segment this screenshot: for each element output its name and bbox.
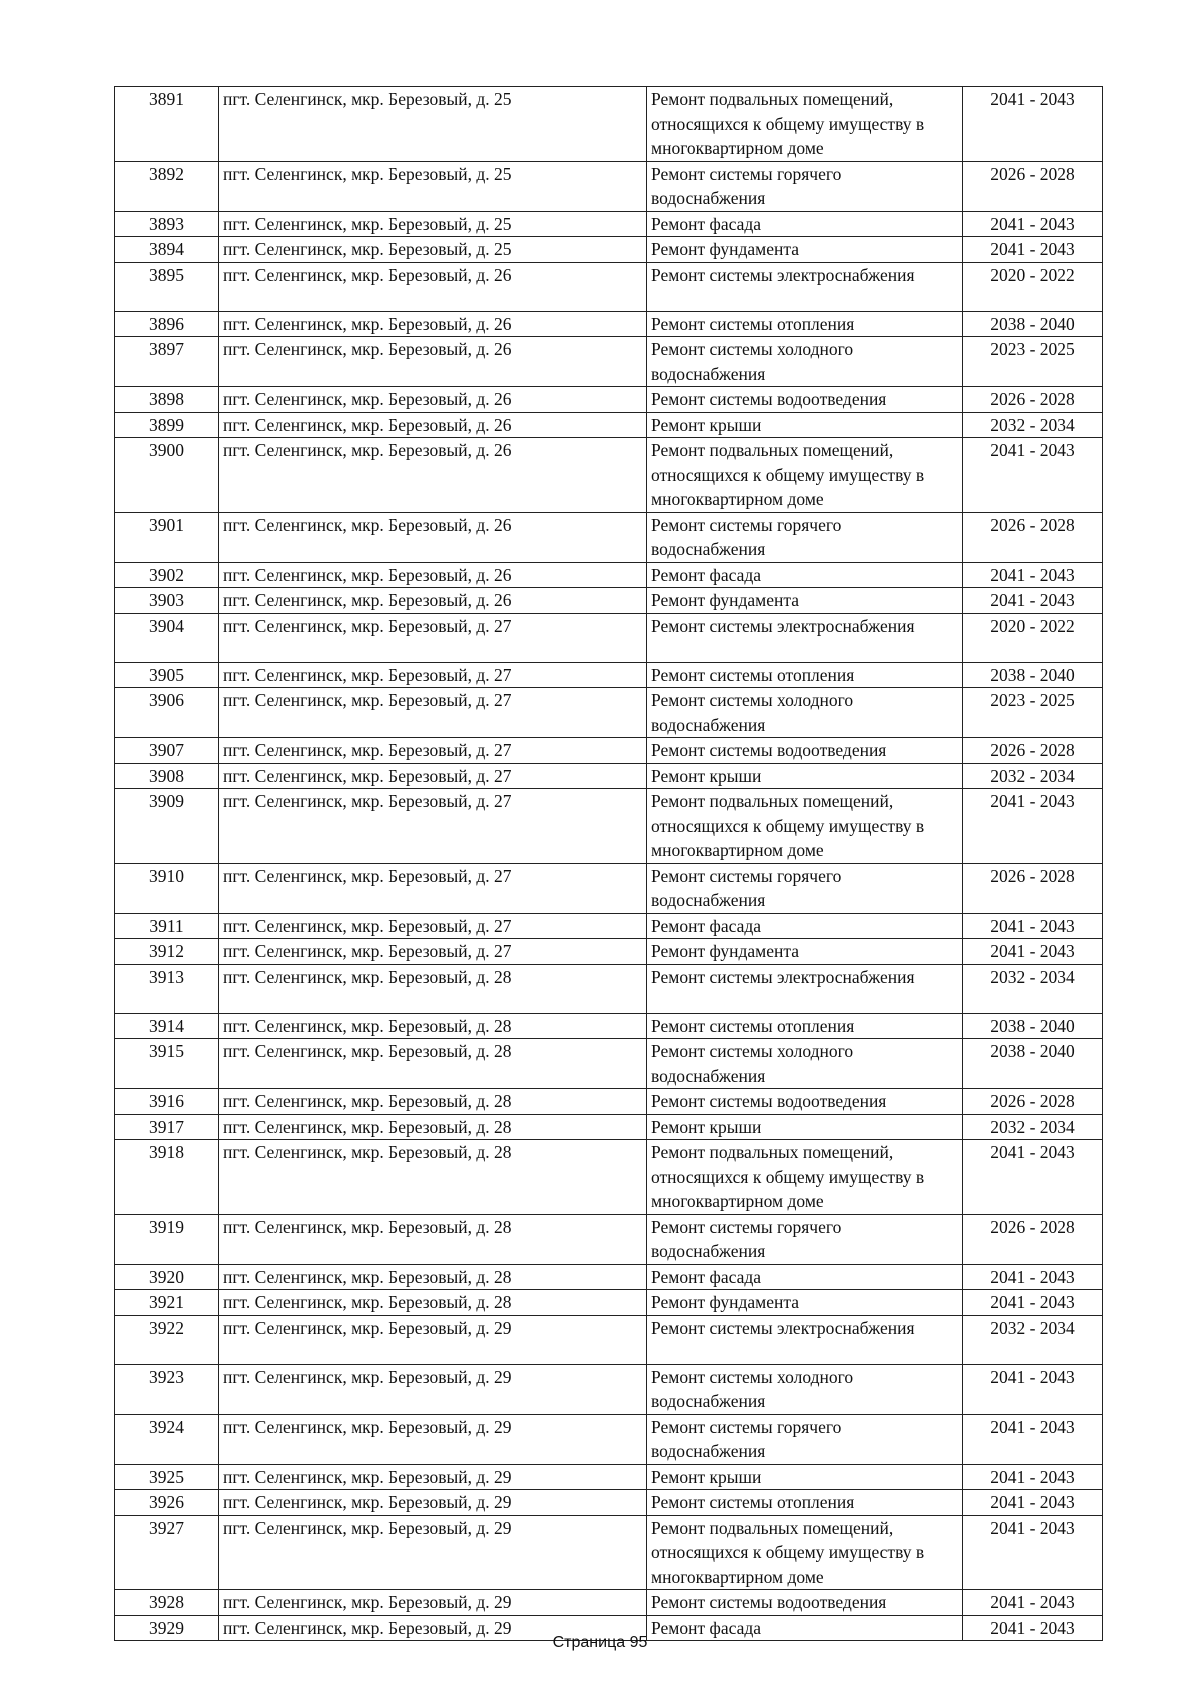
row-number-cell: 3900 [115,438,219,513]
table-row [115,311,1103,337]
table-row [115,1264,1103,1290]
table-row [115,763,1103,789]
address-cell: пгт. Селенгинск, мкр. Березовый, д. 27 [219,763,647,789]
period-cell: 2032 - 2034 [963,1114,1103,1140]
period-cell: 2041 - 2043 [963,87,1103,162]
period-cell: 2041 - 2043 [963,211,1103,237]
table-row [115,964,1103,1013]
work-type-cell: Ремонт фасада [647,1615,963,1641]
table-row [115,789,1103,864]
address-cell: пгт. Селенгинск, мкр. Березовый, д. 29 [219,1364,647,1414]
work-type-cell: Ремонт подвальных помещений, относящихся к общему имуществу в многоквартирном доме [647,87,963,162]
row-number-cell: 3917 [115,1114,219,1140]
period-cell: 2026 - 2028 [963,387,1103,413]
period-cell: 2026 - 2028 [963,1089,1103,1115]
work-type-cell: Ремонт системы отопления [647,1490,963,1516]
table-row [115,1315,1103,1364]
period-cell: 2038 - 2040 [963,1013,1103,1039]
address-cell: пгт. Селенгинск, мкр. Березовый, д. 28 [219,1140,647,1215]
row-number-cell: 3902 [115,562,219,588]
period-cell: 2041 - 2043 [963,939,1103,965]
row-number-cell: 3921 [115,1290,219,1316]
period-cell: 2032 - 2034 [963,412,1103,438]
work-type-cell: Ремонт системы электроснабжения [647,613,963,662]
period-cell: 2026 - 2028 [963,161,1103,211]
table-row [115,337,1103,387]
address-cell: пгт. Селенгинск, мкр. Березовый, д. 26 [219,337,647,387]
work-type-cell: Ремонт системы горячего водоснабжения [647,1214,963,1264]
work-type-cell: Ремонт подвальных помещений, относящихся к общему имуществу в многоквартирном доме [647,1140,963,1215]
row-number-cell: 3901 [115,512,219,562]
table-row [115,562,1103,588]
table-row [115,1464,1103,1490]
row-number-cell: 3924 [115,1414,219,1464]
row-number-cell: 3916 [115,1089,219,1115]
period-cell: 2041 - 2043 [963,237,1103,263]
period-cell: 2041 - 2043 [963,588,1103,614]
period-cell: 2038 - 2040 [963,1039,1103,1089]
address-cell: пгт. Селенгинск, мкр. Березовый, д. 27 [219,613,647,662]
period-cell: 2041 - 2043 [963,913,1103,939]
period-cell: 2041 - 2043 [963,438,1103,513]
table-row [115,1013,1103,1039]
address-cell: пгт. Селенгинск, мкр. Березовый, д. 29 [219,1615,647,1641]
period-cell: 2041 - 2043 [963,789,1103,864]
row-number-cell: 3899 [115,412,219,438]
period-cell: 2023 - 2025 [963,688,1103,738]
work-type-cell: Ремонт системы холодного водоснабжения [647,688,963,738]
address-cell: пгт. Селенгинск, мкр. Березовый, д. 28 [219,1089,647,1115]
table-row [115,613,1103,662]
table-row [115,1214,1103,1264]
table-row [115,1089,1103,1115]
work-type-cell: Ремонт системы холодного водоснабжения [647,1039,963,1089]
table-row [115,1590,1103,1616]
row-number-cell: 3909 [115,789,219,864]
document-page [114,86,1102,1641]
address-cell: пгт. Селенгинск, мкр. Березовый, д. 28 [219,1013,647,1039]
address-cell: пгт. Селенгинск, мкр. Березовый, д. 27 [219,662,647,688]
work-type-cell: Ремонт системы водоотведения [647,738,963,764]
table-row [115,1364,1103,1414]
work-type-cell: Ремонт системы отопления [647,1013,963,1039]
row-number-cell: 3925 [115,1464,219,1490]
work-type-cell: Ремонт крыши [647,1464,963,1490]
address-cell: пгт. Селенгинск, мкр. Березовый, д. 28 [219,1264,647,1290]
table-row [115,1039,1103,1089]
period-cell: 2041 - 2043 [963,1414,1103,1464]
row-number-cell: 3922 [115,1315,219,1364]
work-type-cell: Ремонт системы горячего водоснабжения [647,512,963,562]
table-row [115,1490,1103,1516]
work-type-cell: Ремонт системы электроснабжения [647,964,963,1013]
period-cell: 2032 - 2034 [963,1315,1103,1364]
period-cell: 2041 - 2043 [963,1140,1103,1215]
address-cell: пгт. Селенгинск, мкр. Березовый, д. 28 [219,1039,647,1089]
row-number-cell: 3891 [115,87,219,162]
address-cell: пгт. Селенгинск, мкр. Березовый, д. 28 [219,1214,647,1264]
work-type-cell: Ремонт системы холодного водоснабжения [647,337,963,387]
row-number-cell: 3923 [115,1364,219,1414]
row-number-cell: 3915 [115,1039,219,1089]
row-number-cell: 3927 [115,1515,219,1590]
work-type-cell: Ремонт системы водоотведения [647,1590,963,1616]
address-cell: пгт. Селенгинск, мкр. Березовый, д. 26 [219,311,647,337]
address-cell: пгт. Селенгинск, мкр. Березовый, д. 28 [219,1114,647,1140]
row-number-cell: 3894 [115,237,219,263]
address-cell: пгт. Селенгинск, мкр. Березовый, д. 28 [219,1290,647,1316]
table-row [115,512,1103,562]
row-number-cell: 3913 [115,964,219,1013]
period-cell: 2020 - 2022 [963,613,1103,662]
period-cell: 2041 - 2043 [963,1615,1103,1641]
table-row [115,1140,1103,1215]
table-row [115,913,1103,939]
table-row [115,1114,1103,1140]
address-cell: пгт. Селенгинск, мкр. Березовый, д. 29 [219,1515,647,1590]
row-number-cell: 3903 [115,588,219,614]
table-row [115,387,1103,413]
address-cell: пгт. Селенгинск, мкр. Березовый, д. 26 [219,387,647,413]
work-type-cell: Ремонт фасада [647,913,963,939]
address-cell: пгт. Селенгинск, мкр. Березовый, д. 26 [219,438,647,513]
address-cell: пгт. Селенгинск, мкр. Березовый, д. 28 [219,964,647,1013]
period-cell: 2020 - 2022 [963,262,1103,311]
address-cell: пгт. Селенгинск, мкр. Березовый, д. 26 [219,512,647,562]
table-row [115,1515,1103,1590]
row-number-cell: 3905 [115,662,219,688]
row-number-cell: 3926 [115,1490,219,1516]
period-cell: 2041 - 2043 [963,1490,1103,1516]
work-type-cell: Ремонт системы горячего водоснабжения [647,161,963,211]
table-row [115,662,1103,688]
period-cell: 2038 - 2040 [963,662,1103,688]
table-row [115,939,1103,965]
table-row [115,262,1103,311]
work-type-cell: Ремонт системы горячего водоснабжения [647,1414,963,1464]
address-cell: пгт. Селенгинск, мкр. Березовый, д. 26 [219,588,647,614]
address-cell: пгт. Селенгинск, мкр. Березовый, д. 29 [219,1315,647,1364]
work-type-cell: Ремонт фундамента [647,237,963,263]
row-number-cell: 3893 [115,211,219,237]
table-row [115,738,1103,764]
row-number-cell: 3910 [115,863,219,913]
period-cell: 2041 - 2043 [963,1590,1103,1616]
address-cell: пгт. Селенгинск, мкр. Березовый, д. 25 [219,237,647,263]
address-cell: пгт. Селенгинск, мкр. Березовый, д. 25 [219,87,647,162]
work-type-cell: Ремонт системы отопления [647,662,963,688]
table-row [115,688,1103,738]
address-cell: пгт. Селенгинск, мкр. Березовый, д. 26 [219,262,647,311]
address-cell: пгт. Селенгинск, мкр. Березовый, д. 27 [219,738,647,764]
address-cell: пгт. Селенгинск, мкр. Березовый, д. 27 [219,939,647,965]
work-type-cell: Ремонт фасада [647,211,963,237]
row-number-cell: 3898 [115,387,219,413]
table-body [115,87,1103,1641]
table-row [115,211,1103,237]
work-type-cell: Ремонт системы горячего водоснабжения [647,863,963,913]
row-number-cell: 3919 [115,1214,219,1264]
repair-schedule-table [114,86,1103,1641]
row-number-cell: 3929 [115,1615,219,1641]
row-number-cell: 3908 [115,763,219,789]
table-row [115,588,1103,614]
work-type-cell: Ремонт системы водоотведения [647,1089,963,1115]
period-cell: 2026 - 2028 [963,738,1103,764]
row-number-cell: 3928 [115,1590,219,1616]
table-row [115,87,1103,162]
table-row [115,863,1103,913]
work-type-cell: Ремонт фундамента [647,588,963,614]
period-cell: 2026 - 2028 [963,512,1103,562]
address-cell: пгт. Селенгинск, мкр. Березовый, д. 29 [219,1414,647,1464]
work-type-cell: Ремонт подвальных помещений, относящихся к общему имуществу в многоквартирном доме [647,789,963,864]
period-cell: 2041 - 2043 [963,1464,1103,1490]
work-type-cell: Ремонт системы электроснабжения [647,262,963,311]
work-type-cell: Ремонт системы водоотведения [647,387,963,413]
address-cell: пгт. Селенгинск, мкр. Березовый, д. 27 [219,913,647,939]
row-number-cell: 3907 [115,738,219,764]
period-cell: 2032 - 2034 [963,763,1103,789]
address-cell: пгт. Селенгинск, мкр. Березовый, д. 27 [219,789,647,864]
table-row [115,438,1103,513]
work-type-cell: Ремонт фасада [647,1264,963,1290]
row-number-cell: 3895 [115,262,219,311]
row-number-cell: 3912 [115,939,219,965]
work-type-cell: Ремонт подвальных помещений, относящихся к общему имуществу в многоквартирном доме [647,1515,963,1590]
table-row [115,237,1103,263]
row-number-cell: 3892 [115,161,219,211]
address-cell: пгт. Селенгинск, мкр. Березовый, д. 29 [219,1590,647,1616]
row-number-cell: 3906 [115,688,219,738]
period-cell: 2026 - 2028 [963,863,1103,913]
table-row [115,161,1103,211]
period-cell: 2038 - 2040 [963,311,1103,337]
work-type-cell: Ремонт фасада [647,562,963,588]
address-cell: пгт. Селенгинск, мкр. Березовый, д. 26 [219,562,647,588]
table-row [115,1290,1103,1316]
work-type-cell: Ремонт крыши [647,412,963,438]
period-cell: 2032 - 2034 [963,964,1103,1013]
row-number-cell: 3920 [115,1264,219,1290]
work-type-cell: Ремонт подвальных помещений, относящихся к общему имуществу в многоквартирном доме [647,438,963,513]
address-cell: пгт. Селенгинск, мкр. Березовый, д. 29 [219,1464,647,1490]
work-type-cell: Ремонт системы холодного водоснабжения [647,1364,963,1414]
row-number-cell: 3896 [115,311,219,337]
period-cell: 2026 - 2028 [963,1214,1103,1264]
work-type-cell: Ремонт системы отопления [647,311,963,337]
address-cell: пгт. Селенгинск, мкр. Березовый, д. 25 [219,161,647,211]
work-type-cell: Ремонт фундамента [647,1290,963,1316]
address-cell: пгт. Селенгинск, мкр. Березовый, д. 27 [219,688,647,738]
address-cell: пгт. Селенгинск, мкр. Березовый, д. 26 [219,412,647,438]
work-type-cell: Ремонт фундамента [647,939,963,965]
work-type-cell: Ремонт крыши [647,763,963,789]
work-type-cell: Ремонт системы электроснабжения [647,1315,963,1364]
period-cell: 2023 - 2025 [963,337,1103,387]
row-number-cell: 3914 [115,1013,219,1039]
row-number-cell: 3918 [115,1140,219,1215]
row-number-cell: 3911 [115,913,219,939]
row-number-cell: 3897 [115,337,219,387]
table-row [115,412,1103,438]
work-type-cell: Ремонт крыши [647,1114,963,1140]
period-cell: 2041 - 2043 [963,1290,1103,1316]
address-cell: пгт. Селенгинск, мкр. Березовый, д. 27 [219,863,647,913]
period-cell: 2041 - 2043 [963,1264,1103,1290]
period-cell: 2041 - 2043 [963,1364,1103,1414]
period-cell: 2041 - 2043 [963,1515,1103,1590]
address-cell: пгт. Селенгинск, мкр. Березовый, д. 29 [219,1490,647,1516]
table-row [115,1414,1103,1464]
period-cell: 2041 - 2043 [963,562,1103,588]
address-cell: пгт. Селенгинск, мкр. Березовый, д. 25 [219,211,647,237]
page-number: Страница 95 [552,1634,648,1651]
row-number-cell: 3904 [115,613,219,662]
